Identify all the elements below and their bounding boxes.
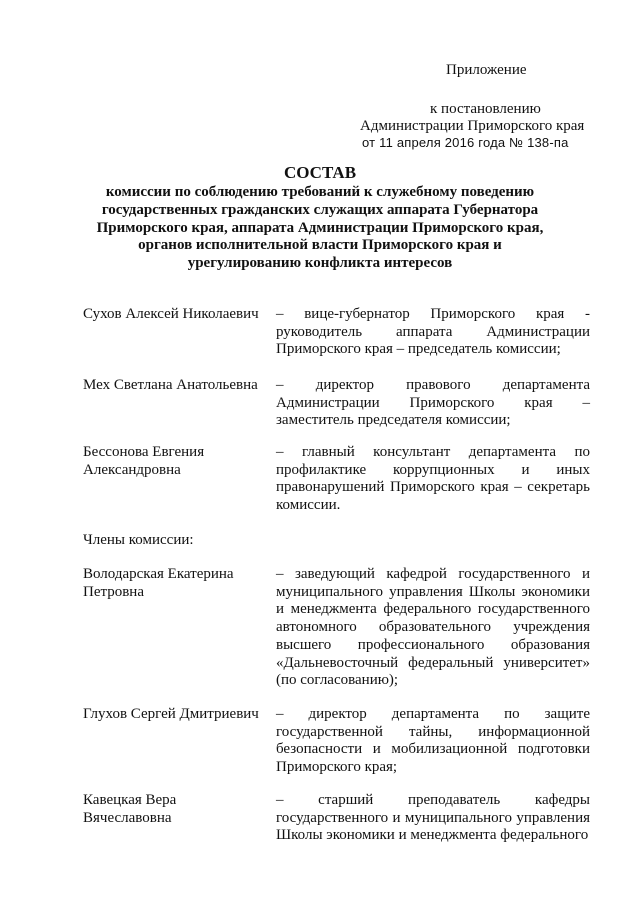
appendix-label: Приложение: [446, 62, 527, 78]
person-name: [83, 306, 273, 324]
person-role: – вице-губернатор Приморского края - руководитель аппарата Администрации Приморского края – председатель комиссии;: [276, 306, 590, 358]
resolution-reference-line2: Администрации Приморского края: [360, 118, 585, 134]
person-name: [83, 444, 273, 479]
members-header: Члены комиссии:: [83, 532, 194, 548]
title-line-2: государственных гражданских служащих аппарата Губернатора: [101, 201, 539, 218]
resolution-date-number: от 11 апреля 2016 года № 138-па: [362, 135, 569, 150]
document-title: [80, 162, 560, 273]
person-name: [83, 792, 273, 827]
person-name-line: Володарская Екатерина: [83, 566, 234, 582]
person-name-line: Кавецкая Вера: [83, 792, 177, 808]
person-role: – заведующий кафедрой государственного и муниципального управления Школы экономики и менеджмента федерального государственного автономного образовательного учреждения высшего профессионального образования «Дальневосточный федеральный университет» (по согласованию);: [276, 566, 590, 689]
title-main: СОСТАВ: [283, 163, 357, 182]
title-line-5: урегулированию конфликта интересов: [187, 255, 453, 272]
person-name: [83, 706, 273, 724]
title-line-3: Приморского края, аппарата Администрации Приморского края,: [96, 219, 544, 236]
person-name: [83, 566, 273, 601]
person-name-line: Бессонова Евгения: [83, 444, 205, 460]
person-role: – директор департамента по защите государственной тайны, информационной безопасности и мобилизационной подготовки Приморского края;: [276, 706, 590, 776]
title-line-1: комиссии по соблюдению требований к служебному поведению: [105, 184, 535, 200]
person-name-line: Вячеславовна: [83, 809, 172, 826]
resolution-reference-line1: к постановлению: [430, 101, 541, 117]
person-role: – директор правового департамента Администрации Приморского края – заместитель председателя комиссии;: [276, 377, 590, 429]
person-role: – старший преподаватель кафедры государственного и муниципального управления Школы экономики и менеджмента федерального: [276, 792, 590, 844]
person-role: – главный консультант департамента по профилактике коррупционных и иных правонарушений Приморского края – секретарь комиссии.: [276, 444, 590, 514]
person-name-line: Глухов Сергей Дмитриевич: [83, 706, 259, 722]
title-line-4: органов исполнительной власти Приморского края и: [138, 237, 502, 254]
person-name-line: Сухов Алексей Николаевич: [83, 306, 259, 322]
person-name-line: Александровна: [83, 461, 181, 478]
person-name-line: Мех Светлана Анатольевна: [83, 377, 258, 393]
person-name-line: Петровна: [83, 583, 144, 600]
person-name: [83, 377, 273, 395]
